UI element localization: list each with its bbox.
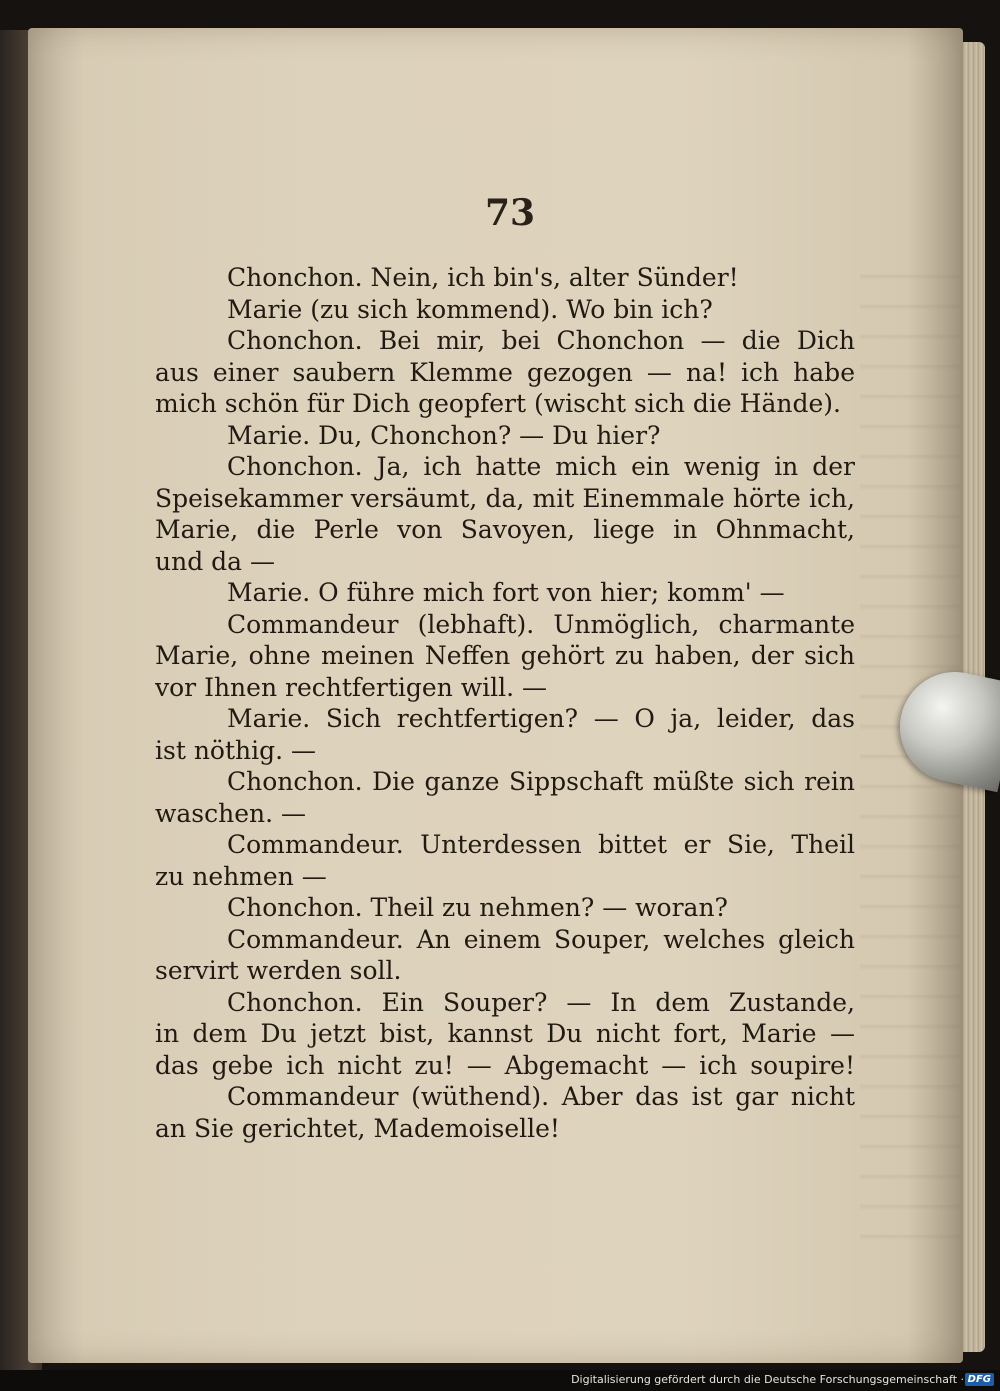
text-line: Marie, ohne meinen Neffen gehört zu haben, der sich — [155, 641, 855, 670]
text-line: Marie. O führe mich fort von hier; komm' — — [227, 578, 785, 607]
text-line: Chonchon. Theil zu nehmen? — woran? — [227, 893, 728, 922]
text-line: Marie. Du, Chonchon? — Du hier? — [227, 420, 661, 450]
text-line: waschen. — — [155, 798, 307, 828]
text-line: Chonchon. Bei mir, bei Chonchon — die Dich — [227, 326, 855, 355]
digitization-credit: Digitalisierung gefördert durch die Deutsche Forschungsgemeinschaft · — [571, 1373, 964, 1386]
text-line: mich schön für Dich geopfert (wischt sich die Hände). — [155, 389, 841, 418]
text-line: Marie. Sich rechtfertigen? — O ja, leider, das — [227, 704, 855, 733]
text-line: Commandeur. An einem Souper, welches gleich — [227, 924, 855, 954]
text-line: Marie, die Perle von Savoyen, liege in Ohnmacht, — [155, 515, 855, 544]
text-line: ist nöthig. — — [155, 735, 317, 765]
text-line: aus einer saubern Klemme gezogen — na! ich habe — [155, 357, 855, 387]
text-line: an Sie gerichtet, Mademoiselle! — [155, 1113, 560, 1143]
text-line: servirt werden soll. — [155, 956, 402, 985]
text-line: Chonchon. Ein Souper? — In dem Zustande, — [227, 987, 855, 1017]
text-line: das gebe ich nicht zu! — Abgemacht — ich soupire! — [155, 1050, 855, 1080]
text-line: und da — — [155, 546, 276, 576]
text-line: zu nehmen — — [155, 861, 327, 891]
text-line: in dem Du jetzt bist, kannst Du nicht fort, Marie — — [155, 1019, 855, 1048]
page-text — [155, 262, 855, 1144]
text-line: vor Ihnen rechtfertigen will. — — [155, 672, 548, 702]
page-number: 73 — [484, 192, 536, 234]
text-line: Commandeur. Unterdessen bittet er Sie, Theil — [227, 830, 855, 859]
text-line: Chonchon. Die ganze Sippschaft müßte sich rein — [227, 767, 855, 796]
text-line: Chonchon. Ja, ich hatte mich ein wenig in der — [227, 452, 855, 481]
dfg-logo: DFG — [965, 1373, 994, 1386]
text-line: Commandeur (lebhaft). Unmöglich, charmante — [227, 609, 855, 639]
text-line: Commandeur (wüthend). Aber das ist gar nicht — [227, 1082, 855, 1111]
text-line: Chonchon. Nein, ich bin's, alter Sünder! — [227, 263, 739, 292]
text-line: Speisekammer versäumt, da, mit Einemmale hörte ich, — [155, 483, 855, 513]
text-line: Marie (zu sich kommend). Wo bin ich? — [227, 294, 713, 324]
